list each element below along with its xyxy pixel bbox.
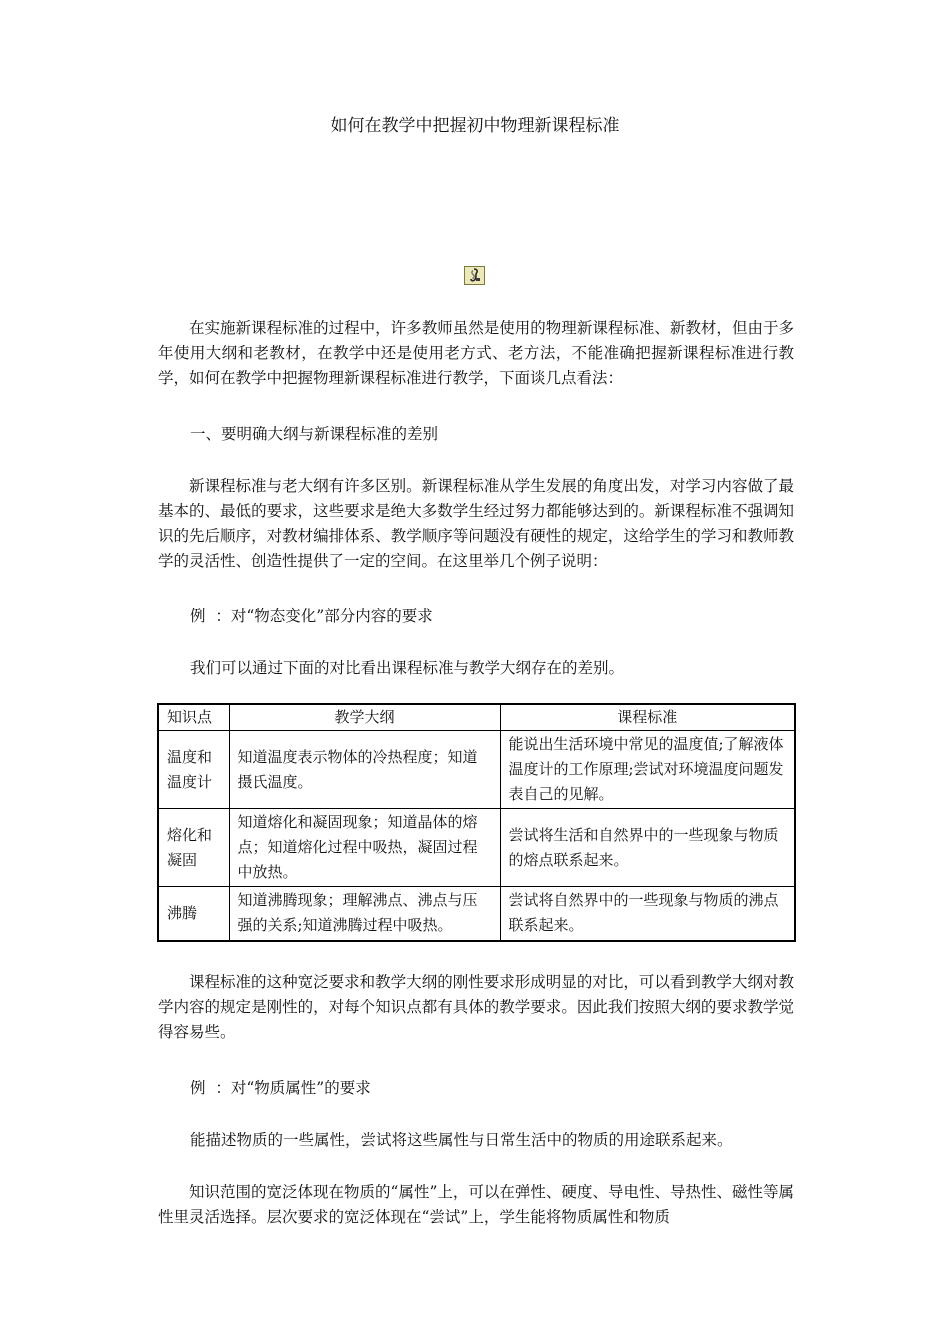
cell-standard: 尝试将生活和自然界中的一些现象与物质的熔点联系起来。 [500,809,795,887]
comparison-intro: 我们可以通过下面的对比看出课程标准与教学大纲存在的差别。 [190,659,625,677]
cell-syllabus: 知道熔化和凝固现象；知道晶体的熔点；知道熔化过程中吸热，凝固过程中放热。 [229,809,500,887]
header-curriculum-standard: 课程标准 [500,704,795,731]
table-row [158,731,795,809]
section-heading: 一、要明确大纲与新课程标准的差别 [190,425,439,443]
after-table-paragraph: 课程标准的这种宽泛要求和教学大纲的刚性要求形成明显的对比，可以看到教学大纲对教学内容的规定是刚性的，对每个知识点都有具体的教学要求。因此我们按照大纲的要求教学觉得容易些。 [158,973,794,1041]
cell-standard: 尝试将自然界中的一些现象与物质的沸点联系起来。 [500,887,795,941]
section-paragraph: 新课程标准与老大纲有许多区别。新课程标准从学生发展的角度出发，对学习内容做了最基本的、最低的要求，这些要求是绝大多数学生经过努力都能够达到的。新课程标准不强调知识的先后顺序，对教材编排体系、教学顺序等问题没有硬性的规定，这给学生的学习和教师教学的灵活性、创造性提供了一定的空间。在这里举几个例子说明： [158,477,794,570]
example-heading-material-properties: 例 ：对“物质属性”的要求 [190,1079,371,1097]
header-knowledge-point: 知识点 [158,704,229,731]
cell-term: 沸腾 [158,887,229,941]
header-syllabus: 教学大纲 [229,704,500,731]
table-row [158,809,795,887]
final-paragraph: 知识范围的宽泛体现在物质的“属性”上，可以在弹性、硬度、导电性、导热性、磁性等属性里灵活选择。层次要求的宽泛体现在“尝试”上，学生能将物质属性和物质 [158,1183,794,1226]
cell-term: 熔化和凝固 [158,809,229,887]
table-header-row [158,704,795,731]
intro-paragraph: 在实施新课程标准的过程中，许多教师虽然是使用的物理新课程标准、新教材，但由于多年使用大纲和老教材，在教学中还是使用老方式、老方法，不能准确把握新课程标准进行教学，如何在教学中把握物理新课程标准进行教学，下面谈几点看法： [158,319,794,387]
cell-term: 温度和温度计 [158,731,229,809]
document-link-icon[interactable] [464,266,485,285]
example-heading-phase-change: 例 ：对“物态变化”部分内容的要求 [190,607,433,625]
page-title: 如何在教学中把握初中物理新课程标准 [330,116,620,136]
table-row [158,887,795,941]
cell-syllabus: 知道温度表示物体的冷热程度；知道摄氏温度。 [229,731,500,809]
example-text: 能描述物质的一些属性，尝试将这些属性与日常生活中的物质的用途联系起来。 [190,1131,733,1149]
cell-standard: 能说出生活环境中常见的温度值;了解液体温度计的工作原理;尝试对环境温度问题发表自己的见解。 [500,731,795,809]
comparison-table [157,703,796,942]
cell-syllabus: 知道沸腾现象；理解沸点、沸点与压强的关系;知道沸腾过程中吸热。 [229,887,500,941]
